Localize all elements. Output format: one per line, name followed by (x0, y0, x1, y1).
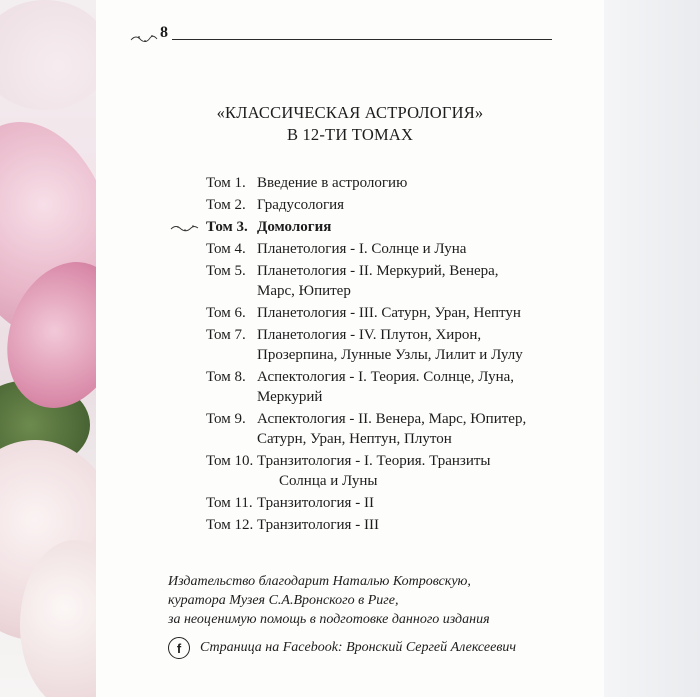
flourish-icon (130, 32, 160, 44)
table-of-contents (206, 173, 536, 537)
toc-volume-number: Том 8. (206, 369, 246, 385)
toc-volume-number: Том 2. (206, 197, 246, 213)
toc-volume-title-line1: Транзитология - I. Теория. Транзиты (257, 453, 491, 469)
toc-item (206, 239, 536, 259)
toc-volume-number: Том 7. (206, 327, 246, 343)
toc-item (206, 493, 536, 513)
header-rule (172, 39, 552, 40)
toc-volume-number: Том 10. (206, 453, 254, 469)
flower-petal (0, 0, 96, 110)
toc-volume-number: Том 9. (206, 411, 246, 427)
toc-volume-title: Транзитология - III (257, 517, 379, 533)
page-subtitle: В 12-ТИ ТОМАХ (286, 125, 414, 144)
page-number: 8 (160, 24, 168, 41)
toc-volume-number: Том 12. (206, 517, 254, 533)
background-right (604, 0, 700, 697)
toc-volume-title: Планетология - I. Солнце и Луна (257, 241, 467, 257)
toc-volume-title: Транзитология - II (257, 495, 374, 511)
toc-volume-title-line2: Солнца и Луны (279, 473, 378, 489)
toc-item (206, 409, 536, 449)
book-page (96, 0, 604, 697)
toc-volume-number: Том 4. (206, 241, 246, 257)
toc-volume-title: Аспектология - I. Теория. Солнце, Луна, Меркурий (257, 369, 515, 405)
acknowledgement-line: Издательство благодарит Наталью Котровскую, (168, 574, 471, 589)
toc-item (206, 261, 536, 301)
toc-volume-number: Том 6. (206, 305, 246, 321)
acknowledgement-line: за неоценимую помощь в подготовке данного издания (168, 612, 490, 627)
toc-volume-number: Том 3. (206, 219, 248, 235)
toc-volume-title: Аспектология - II. Венера, Марс, Юпитер, Сатурн, Уран, Нептун, Плутон (257, 411, 527, 447)
toc-item (206, 195, 536, 215)
toc-item (206, 451, 536, 491)
page-header (130, 26, 554, 42)
acknowledgement-text (168, 572, 588, 629)
toc-volume-title: Домология (257, 219, 332, 235)
toc-volume-title: Градусология (257, 197, 345, 213)
facebook-link-text[interactable]: Страница на Facebook: Вронский Сергей Алексеевич (200, 640, 517, 655)
toc-volume-title: Планетология - IV. Плутон, Хирон, Прозерпина, Лунные Узлы, Лилит и Лулу (257, 327, 523, 363)
page-title: «КЛАССИЧЕСКАЯ АСТРОЛОГИЯ» (216, 103, 484, 122)
acknowledgement-line: куратора Музея С.А.Вронского в Риге, (168, 593, 399, 608)
toc-volume-title: Введение в астрологию (257, 175, 408, 191)
toc-volume-number: Том 11. (206, 495, 253, 511)
facebook-icon: f (168, 637, 190, 659)
toc-item (206, 173, 536, 193)
background-flowers-left (0, 0, 96, 697)
flourish-icon (170, 223, 200, 233)
toc-item (206, 303, 536, 323)
toc-item (206, 367, 536, 407)
toc-volume-title: Планетология - II. Меркурий, Венера, Марс, Юпитер (257, 263, 499, 299)
toc-item (206, 515, 536, 535)
toc-volume-number: Том 1. (206, 175, 246, 191)
toc-volume-title (257, 451, 536, 491)
toc-volume-number: Том 5. (206, 263, 246, 279)
toc-item (206, 325, 536, 365)
toc-item-current (206, 217, 536, 237)
facebook-link[interactable] (168, 635, 516, 661)
toc-volume-title: Планетология - III. Сатурн, Уран, Нептун (257, 305, 521, 321)
